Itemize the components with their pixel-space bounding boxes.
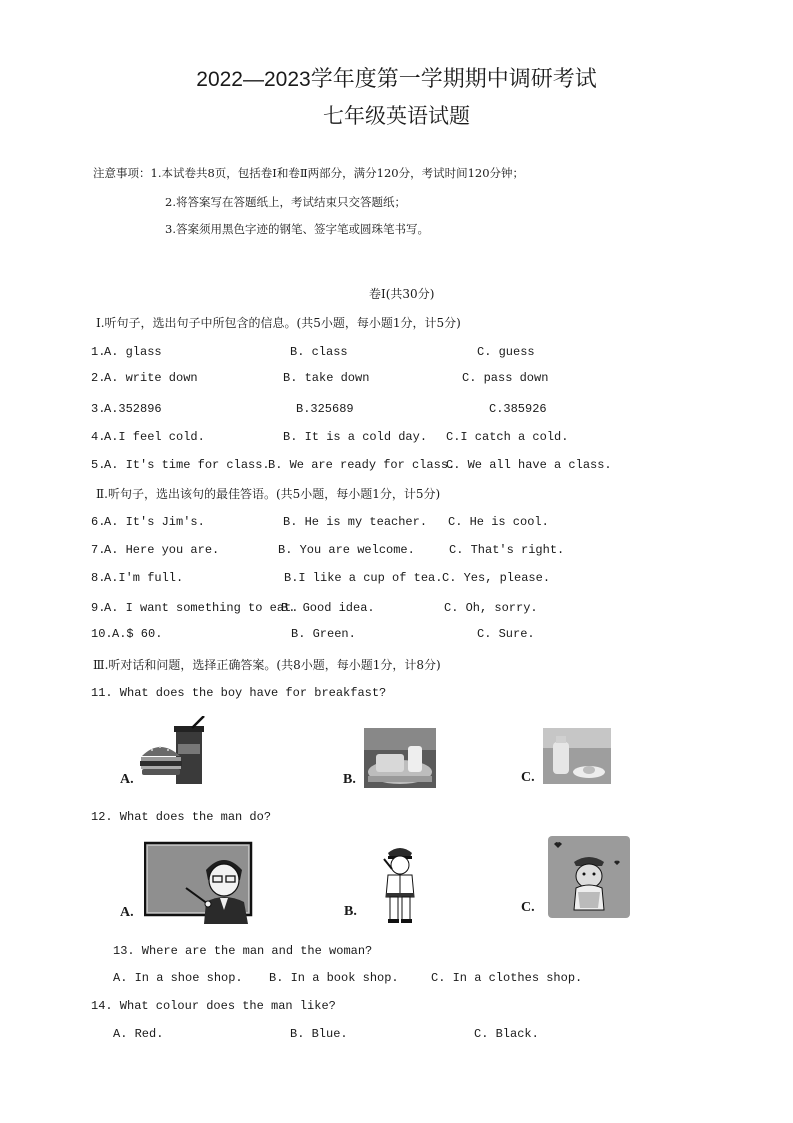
section-1-heading: Ⅰ.听句子，选出句子中所包含的信息。(共5小题，每小题1分，计5分) [96, 316, 461, 330]
q14-option-a: A. Red. [113, 1027, 164, 1041]
q4-option-a: A.I feel cold. [104, 430, 205, 444]
q7-number: 7. [91, 543, 106, 557]
q7-option-c: C. That's right. [449, 543, 565, 557]
notes-item-2: 2.将答案写在答题纸上，考试结束只交答题纸； [165, 195, 406, 209]
q7-option-b: B. You are welcome. [278, 543, 415, 557]
q13-option-a: A. In a shoe shop. [113, 971, 243, 985]
egg-milk-image [543, 728, 611, 784]
q2-number: 2. [91, 371, 106, 385]
notes-item-3: 3.答案须用黑色字迹的钢笔、签字笔或圆珠笔书写。 [165, 222, 429, 236]
notes-line-1 [93, 165, 524, 181]
q5-number: 5. [91, 458, 106, 472]
q4-number: 4. [91, 430, 106, 444]
q14-option-c: C. Black. [474, 1027, 539, 1041]
burger-drink-image [138, 716, 213, 788]
q13-option-b: B. In a book shop. [269, 971, 399, 985]
police-officer-image [380, 843, 420, 925]
q8-option-a: A.I'm full. [104, 571, 184, 585]
part1-title: 卷Ⅰ(共30分) [369, 287, 435, 301]
nurse-image [548, 836, 630, 918]
exam-title-year: 2022—2023 [196, 68, 311, 91]
q12-question: 12. What does the man do? [91, 810, 272, 824]
q1-number: 1. [91, 345, 106, 359]
teacher-image [144, 840, 256, 924]
q2-option-c: C. pass down [462, 371, 549, 385]
exam-title-rest: 学年度第一学期期中调研考试 [310, 66, 597, 91]
q9-option-b: B. Good idea. [281, 601, 375, 615]
q1-option-b: B. class [290, 345, 348, 359]
q10-number: 10. [91, 627, 113, 641]
q5-option-b: B. We are ready for class. [268, 458, 456, 472]
exam-title [0, 62, 793, 93]
q1-option-c: C. guess [477, 345, 535, 359]
q11-label-b: B. [343, 772, 356, 787]
q5-option-a: A. It's time for class. [104, 458, 270, 472]
q1-option-a: A. glass [104, 345, 162, 359]
q4-option-b: B. It is a cold day. [283, 430, 428, 444]
q8-option-c: C. Yes, please. [442, 571, 551, 585]
q5-option-c: C. We all have a class. [446, 458, 612, 472]
q9-option-c: C. Oh, sorry. [444, 601, 538, 615]
q2-option-a: A. write down [104, 371, 198, 385]
q9-number: 9. [91, 601, 106, 615]
q3-option-b: B.325689 [296, 402, 354, 416]
q6-option-a: A. It's Jim's. [104, 515, 205, 529]
q10-option-c: C. Sure. [477, 627, 535, 641]
q2-option-b: B. take down [283, 371, 370, 385]
q10-option-b: B. Green. [291, 627, 356, 641]
q3-option-c: C.385926 [489, 402, 547, 416]
q14-question: 14. What colour does the man like? [91, 999, 336, 1013]
q3-number: 3. [91, 402, 106, 416]
q7-option-a: A. Here you are. [104, 543, 220, 557]
section-3-heading: Ⅲ.听对话和问题，选择正确答案。(共8小题，每小题1分，计8分) [93, 658, 441, 672]
q9-option-a: A. I want something to eat. [104, 601, 299, 615]
q4-option-c: C.I catch a cold. [446, 430, 569, 444]
bread-milk-image [364, 728, 436, 788]
q6-option-b: B. He is my teacher. [283, 515, 428, 529]
q14-option-b: B. Blue. [290, 1027, 348, 1041]
exam-subtitle: 七年级英语试题 [323, 104, 470, 128]
q11-question: 11. What does the boy have for breakfast? [91, 686, 387, 700]
notes-label: 注意事项： [93, 166, 151, 180]
q13-question: 13. Where are the man and the woman? [113, 944, 373, 958]
q11-label-c: C. [521, 770, 535, 785]
q11-label-a: A. [120, 772, 134, 787]
q8-option-b: B.I like a cup of tea. [284, 571, 443, 585]
q6-option-c: C. He is cool. [448, 515, 549, 529]
q8-number: 8. [91, 571, 106, 585]
q12-label-c: C. [521, 900, 535, 915]
notes-item-1: 1.本试卷共8页，包括卷Ⅰ和卷Ⅱ两部分，满分120分，考试时间120分钟； [150, 166, 525, 180]
q3-option-a: A.352896 [104, 402, 162, 416]
section-2-heading: Ⅱ.听句子，选出该句的最佳答语。(共5小题，每小题1分，计5分) [96, 487, 441, 501]
q13-option-c: C. In a clothes shop. [431, 971, 583, 985]
q6-number: 6. [91, 515, 106, 529]
q12-label-b: B. [344, 904, 357, 919]
q10-option-a: A.$ 60. [112, 627, 163, 641]
q12-label-a: A. [120, 905, 134, 920]
